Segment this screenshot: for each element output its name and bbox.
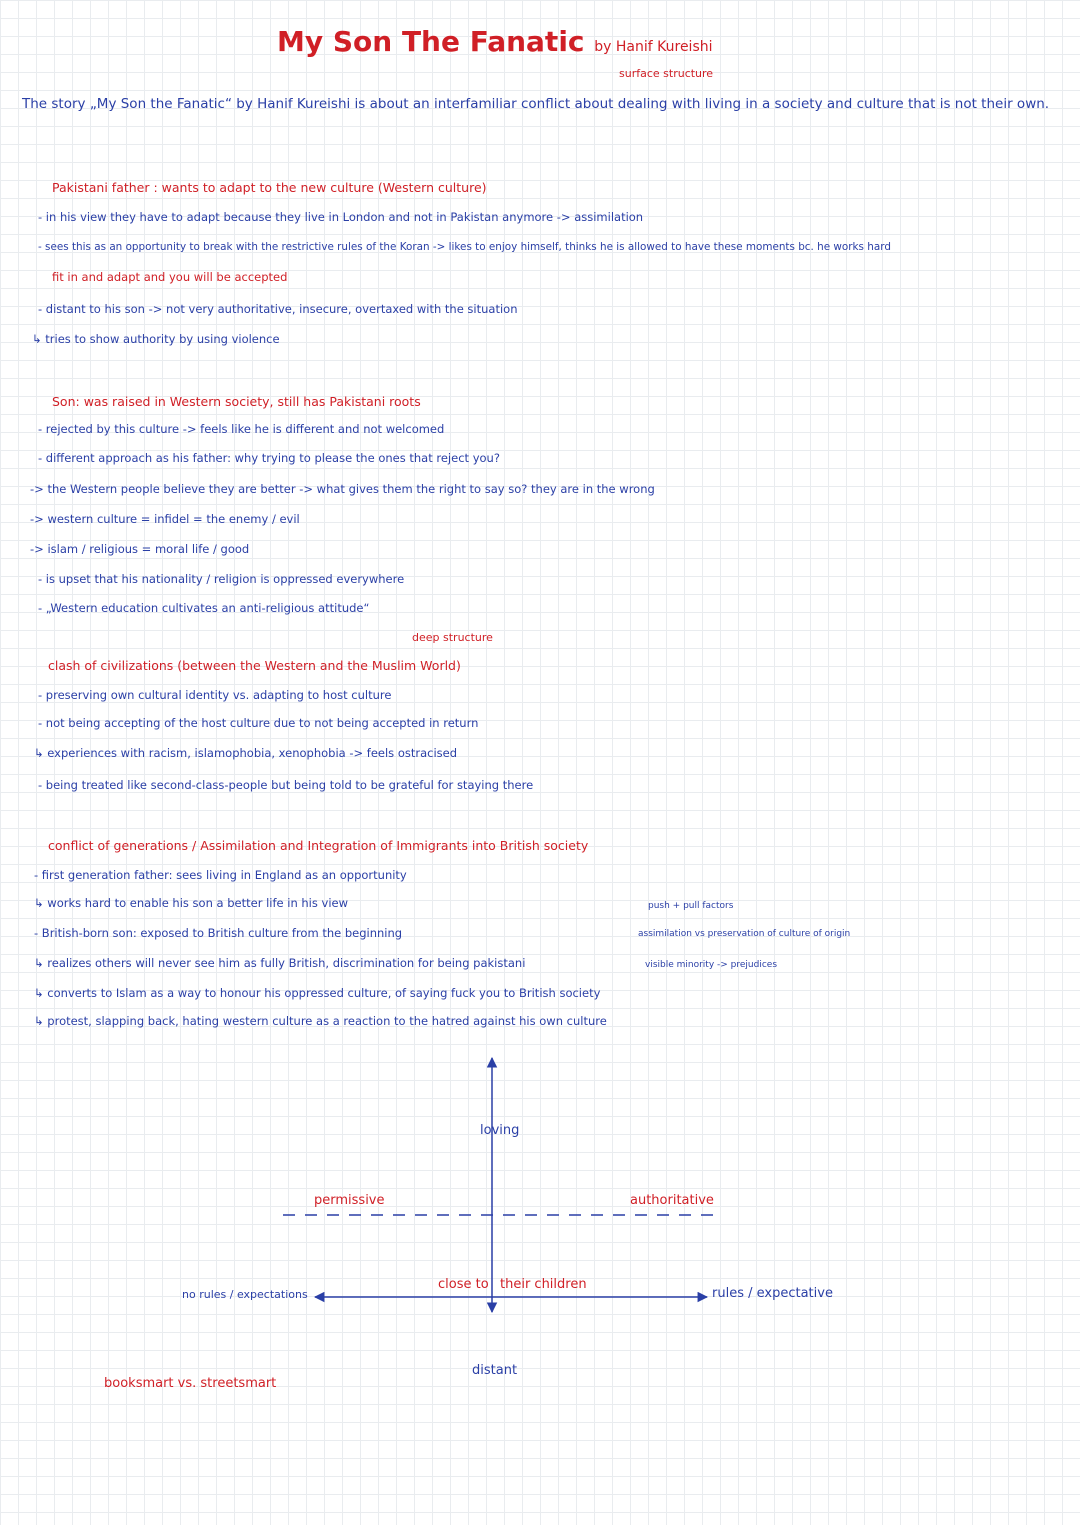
title-main: My Son The Fanatic [277, 25, 585, 58]
generations-line: - British-born son: exposed to British culture from the beginning [34, 926, 403, 940]
clash-line: - being treated like second-class-people but being told to be grateful for staying there [38, 778, 534, 792]
son-line: -> western culture = infidel = the enemy / evil [30, 512, 300, 526]
generations-line: ↳ works hard to enable his son a better life in his view [34, 896, 348, 910]
clash-line: - preserving own cultural identity vs. adapting to host culture [38, 688, 392, 702]
side-note: assimilation vs preservation of culture of origin [638, 929, 851, 939]
axis-right-label: rules / expectative [712, 1286, 833, 1301]
their-children-label: their children [500, 1277, 587, 1292]
surface-structure-note: surface structure [619, 67, 714, 80]
son-line: - is upset that his nationality / religion is oppressed everywhere [38, 572, 405, 586]
authoritative-label: authoritative [630, 1193, 714, 1208]
father-line: - in his view they have to adapt because they live in London and not in Pakistan anymore -> assimilation [38, 210, 644, 224]
side-note: visible minority -> prejudices [645, 960, 778, 970]
generations-heading: conflict of generations / Assimilation and Integration of Immigrants into British society [48, 838, 589, 853]
generations-line: - first generation father: sees living in England as an opportunity [34, 868, 407, 882]
close-to-label: close to [438, 1277, 489, 1292]
son-line: -> islam / religious = moral life / good [30, 542, 250, 556]
son-line: -> the Western people believe they are better -> what gives them the right to say so? they are in the wrong [30, 482, 655, 496]
generations-line: ↳ realizes others will never see him as fully British, discrimination for being pakistani [34, 956, 526, 970]
son-line: - „Western education cultivates an anti-religious attitude“ [38, 601, 370, 615]
title-byline: by Hanif Kureishi [594, 39, 713, 55]
father-line: ↳ tries to show authority by using violence [32, 332, 280, 346]
clash-line: ↳ experiences with racism, islamophobia, xenophobia -> feels ostracised [34, 746, 458, 760]
son-line: - rejected by this culture -> feels like he is different and not welcomed [38, 422, 445, 436]
clash-line: - not being accepting of the host culture due to not being accepted in return [38, 716, 479, 730]
generations-line: ↳ protest, slapping back, hating western culture as a reaction to the hatred against his own culture [34, 1014, 607, 1028]
son-line: - different approach as his father: why trying to please the ones that reject you? [38, 451, 500, 465]
generations-line: ↳ converts to Islam as a way to honour his oppressed culture, of saying fuck you to British society [34, 986, 601, 1000]
axis-top-label: loving [480, 1123, 520, 1138]
intro-sentence: The story „My Son the Fanatic“ by Hanif Kureishi is about an interfamiliar conflict about dealing with living in a society and culture that is not their own. [22, 96, 1050, 112]
son-heading: Son: was raised in Western society, still has Pakistani roots [52, 394, 421, 409]
father-line: - sees this as an opportunity to break with the restrictive rules of the Koran -> likes to enjoy himself, thinks he is allowed to have these moments bc. he works hard [38, 241, 891, 253]
deep-structure-note: deep structure [412, 631, 493, 644]
father-line: - distant to his son -> not very authoritative, insecure, overtaxed with the situation [38, 302, 518, 316]
booksmart-streetsmart-label: booksmart vs. streetsmart [104, 1376, 277, 1391]
father-line: fit in and adapt and you will be accepted [52, 270, 288, 284]
axis-left-label: no rules / expectations [182, 1288, 308, 1301]
side-note: push + pull factors [648, 901, 734, 911]
father-heading: Pakistani father : wants to adapt to the new culture (Western culture) [52, 180, 487, 195]
axis-bottom-label: distant [472, 1363, 518, 1378]
clash-heading: clash of civilizations (between the Western and the Muslim World) [48, 658, 461, 673]
permissive-label: permissive [314, 1193, 385, 1208]
